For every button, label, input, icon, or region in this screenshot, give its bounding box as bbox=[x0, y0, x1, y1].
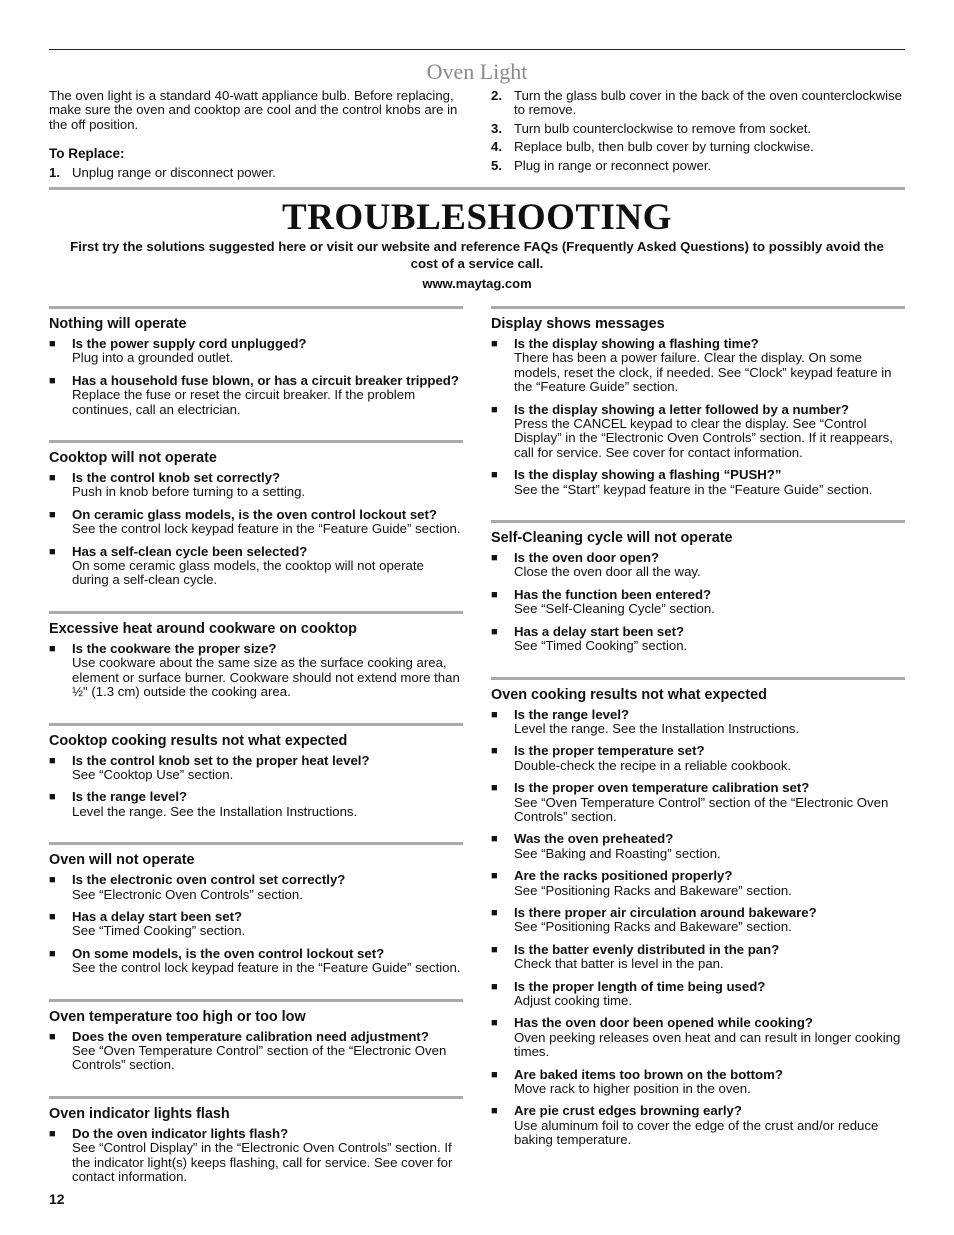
square-bullet-icon: ■ bbox=[491, 588, 498, 601]
item-answer: Use cookware about the same size as the surface cooking area, element or surface burner. Cookware should not extend more than ½" (1.3 cm) outside the cooking area. bbox=[72, 655, 460, 700]
item-question: Are the racks positioned properly? bbox=[514, 868, 733, 884]
trouble-item bbox=[49, 1127, 463, 1185]
trouble-item bbox=[491, 906, 905, 935]
item-text bbox=[72, 873, 463, 902]
section-title: Display shows messages bbox=[491, 316, 665, 332]
item-question: Is the power supply cord unplugged? bbox=[72, 336, 307, 351]
item-answer: See the “Start” keypad feature in the “Feature Guide” section. bbox=[514, 481, 873, 497]
trouble-item bbox=[491, 468, 905, 497]
item-question: On some models, is the oven control lockout set? bbox=[72, 945, 385, 961]
square-bullet-icon: ■ bbox=[491, 552, 498, 565]
item-answer: See “Electronic Oven Controls” section. bbox=[72, 886, 303, 902]
item-answer: Close the oven door all the way. bbox=[514, 564, 701, 580]
section-title: Self-Cleaning cycle will not operate bbox=[491, 530, 733, 547]
item-answer: Move rack to higher position in the oven. bbox=[514, 1081, 751, 1097]
item-answer: Level the range. See the Installation Instructions. bbox=[72, 803, 358, 819]
item-answer: See “Control Display” in the “Electronic Oven Controls” section. If the indicator light(s) keeps flashing, call for service. See cover for contact information. bbox=[72, 1140, 453, 1184]
item-text bbox=[514, 869, 905, 898]
trouble-section-oven-cooking-results-not-what-expected bbox=[491, 677, 905, 1171]
square-bullet-icon: ■ bbox=[491, 403, 498, 416]
item-answer: There has been a power failure. Clear the display. On some models, reset the clock, if needed. See “Clock” keypad feature in the “Feature Guide” section. bbox=[514, 350, 892, 395]
section-title: Oven cooking results not what expected bbox=[491, 686, 767, 703]
item-question: Has the function been entered? bbox=[514, 586, 712, 602]
square-bullet-icon: ■ bbox=[491, 625, 498, 638]
troubleshooting-left-column bbox=[49, 306, 463, 1207]
item-text bbox=[514, 781, 905, 824]
item-question: Is the batter evenly distributed in the pan? bbox=[514, 941, 780, 957]
oven-light-title: Oven Light bbox=[426, 59, 528, 84]
square-bullet-icon: ■ bbox=[49, 472, 56, 485]
square-bullet-icon: ■ bbox=[491, 943, 498, 956]
item-answer: Check that batter is level in the pan. bbox=[514, 956, 724, 972]
item-text bbox=[514, 906, 905, 935]
trouble-item bbox=[49, 790, 463, 819]
item-text bbox=[72, 910, 463, 939]
step-text: Turn bulb counterclockwise to remove from socket. bbox=[514, 120, 812, 136]
square-bullet-icon: ■ bbox=[49, 508, 56, 521]
item-question: Is the proper temperature set? bbox=[514, 743, 705, 759]
item-text bbox=[514, 943, 905, 972]
item-answer: Plug into a grounded outlet. bbox=[72, 350, 234, 366]
replace-step bbox=[491, 140, 905, 154]
item-answer: Push in knob before turning to a setting. bbox=[72, 484, 306, 500]
trouble-item bbox=[491, 337, 905, 395]
item-text bbox=[514, 337, 905, 395]
trouble-section-oven-will-not-operate bbox=[49, 842, 463, 998]
item-answer: See “Oven Temperature Control” section of the “Electronic Oven Controls” section. bbox=[514, 794, 889, 824]
item-text bbox=[72, 1127, 463, 1185]
square-bullet-icon: ■ bbox=[491, 708, 498, 721]
trouble-item bbox=[49, 471, 463, 500]
item-question: Has a delay start been set? bbox=[514, 623, 685, 639]
section-title: Cooktop cooking results not what expected bbox=[49, 732, 348, 749]
square-bullet-icon: ■ bbox=[491, 980, 498, 993]
section-title: Oven temperature too high or too low bbox=[49, 1008, 306, 1025]
item-question: On ceramic glass models, is the oven control lockout set? bbox=[72, 506, 437, 522]
item-answer: On some ceramic glass models, the cooktop will not operate during a self-clean cycle. bbox=[72, 558, 424, 588]
item-question: Has a household fuse blown, or has a circuit breaker tripped? bbox=[72, 372, 459, 388]
oven-light-left-column bbox=[49, 89, 459, 180]
trouble-item bbox=[49, 374, 463, 417]
trouble-item bbox=[491, 781, 905, 824]
square-bullet-icon: ■ bbox=[49, 1030, 56, 1043]
troubleshooting-intro: First try the solutions suggested here or visit our website and reference FAQs (Frequently Asked Questions) to possibly avoid the cost of a service call. bbox=[70, 239, 884, 271]
trouble-item bbox=[49, 754, 463, 783]
item-question: Is the oven door open? bbox=[514, 550, 660, 566]
replace-step bbox=[491, 122, 905, 136]
item-question: Is the range level? bbox=[72, 789, 188, 805]
item-text bbox=[514, 1104, 905, 1147]
trouble-item bbox=[491, 943, 905, 972]
trouble-item bbox=[49, 508, 463, 537]
trouble-item bbox=[49, 337, 463, 366]
item-question: Is there proper air circulation around bakeware? bbox=[514, 904, 817, 920]
item-answer: See the control lock keypad feature in the “Feature Guide” section. bbox=[72, 960, 461, 976]
item-question: Is the proper oven temperature calibration set? bbox=[514, 780, 810, 796]
item-text bbox=[72, 1030, 463, 1073]
item-text bbox=[514, 403, 905, 461]
square-bullet-icon: ■ bbox=[49, 545, 56, 558]
item-answer: Double-check the recipe in a reliable cookbook. bbox=[514, 757, 792, 773]
item-answer: See the control lock keypad feature in the “Feature Guide” section. bbox=[72, 521, 461, 537]
item-question: Does the oven temperature calibration need adjustment? bbox=[72, 1028, 429, 1044]
trouble-section-self-cleaning-cycle-will-not-operate bbox=[491, 520, 905, 676]
item-text bbox=[72, 790, 463, 819]
section-title: Nothing will operate bbox=[49, 316, 187, 332]
item-text bbox=[72, 947, 463, 976]
trouble-item bbox=[49, 947, 463, 976]
item-text bbox=[72, 754, 463, 783]
square-bullet-icon: ■ bbox=[491, 906, 498, 919]
website-link[interactable]: www.maytag.com bbox=[422, 276, 532, 291]
trouble-section-nothing-will-operate bbox=[49, 306, 463, 440]
item-answer: Adjust cooking time. bbox=[514, 993, 633, 1008]
trouble-item bbox=[491, 980, 905, 1009]
troubleshooting-right-column bbox=[491, 306, 905, 1171]
trouble-section-oven-temperature-too-high-or-too-low bbox=[49, 999, 463, 1096]
item-question: Is the display showing a letter followed by a number? bbox=[514, 401, 849, 417]
item-text bbox=[514, 551, 905, 580]
item-question: Are pie crust edges browning early? bbox=[514, 1103, 742, 1119]
trouble-item bbox=[491, 551, 905, 580]
item-text bbox=[514, 1016, 905, 1059]
item-question: Has a self-clean cycle been selected? bbox=[72, 543, 308, 559]
item-question: Are baked items too brown on the bottom? bbox=[514, 1066, 783, 1082]
item-text bbox=[514, 744, 905, 773]
item-answer: Use aluminum foil to cover the edge of the crust and/or reduce baking temperature. bbox=[514, 1117, 879, 1148]
step-text: Turn the glass bulb cover in the back of the oven counterclockwise to remove. bbox=[514, 88, 903, 118]
square-bullet-icon: ■ bbox=[491, 338, 498, 350]
troubleshooting-title: TROUBLESHOOTING bbox=[282, 197, 672, 238]
trouble-item bbox=[491, 869, 905, 898]
replace-step bbox=[49, 166, 459, 180]
item-question: Is the control knob set to the proper heat level? bbox=[72, 752, 370, 768]
replace-step bbox=[491, 89, 905, 118]
top-divider bbox=[49, 49, 905, 50]
trouble-section-cooktop-cooking-results-not-what-expected bbox=[49, 723, 463, 843]
square-bullet-icon: ■ bbox=[49, 874, 56, 887]
square-bullet-icon: ■ bbox=[49, 374, 56, 387]
item-question: Is the electronic oven control set correctly? bbox=[72, 872, 346, 888]
item-answer: Oven peeking releases oven heat and can result in longer cooking times. bbox=[514, 1029, 901, 1060]
item-answer: See “Positioning Racks and Bakeware” section. bbox=[514, 919, 792, 935]
item-text bbox=[72, 337, 463, 366]
item-answer: See “Oven Temperature Control” section of the “Electronic Oven Controls” section. bbox=[72, 1042, 447, 1073]
step-text: Replace bulb, then bulb cover by turning clockwise. bbox=[514, 139, 814, 155]
trouble-section-cooktop-will-not-operate bbox=[49, 440, 463, 611]
square-bullet-icon: ■ bbox=[491, 833, 498, 846]
item-question: Do the oven indicator lights flash? bbox=[72, 1125, 289, 1141]
item-text bbox=[514, 708, 905, 737]
trouble-item bbox=[491, 744, 905, 773]
square-bullet-icon: ■ bbox=[491, 782, 498, 795]
square-bullet-icon: ■ bbox=[491, 1068, 498, 1081]
step-number: 5. bbox=[491, 157, 502, 173]
trouble-item bbox=[49, 545, 463, 588]
trouble-item bbox=[491, 588, 905, 617]
square-bullet-icon: ■ bbox=[491, 469, 498, 482]
trouble-item bbox=[491, 403, 905, 461]
trouble-item bbox=[491, 625, 905, 654]
item-text bbox=[72, 642, 463, 700]
page-number: 12 bbox=[49, 1191, 65, 1207]
trouble-item bbox=[49, 1030, 463, 1073]
square-bullet-icon: ■ bbox=[49, 791, 56, 804]
step-text: Plug in range or reconnect power. bbox=[514, 157, 712, 173]
square-bullet-icon: ■ bbox=[491, 1017, 498, 1030]
step-number: 1. bbox=[49, 164, 60, 180]
trouble-section-oven-indicator-lights-flash bbox=[49, 1096, 463, 1208]
trouble-item bbox=[491, 832, 905, 861]
section-title: Oven indicator lights flash bbox=[49, 1105, 230, 1122]
trouble-item bbox=[491, 1068, 905, 1097]
step-text: Unplug range or disconnect power. bbox=[72, 164, 276, 180]
section-title: Oven will not operate bbox=[49, 852, 195, 869]
square-bullet-icon: ■ bbox=[491, 745, 498, 758]
item-question: Was the oven preheated? bbox=[514, 831, 674, 847]
item-text bbox=[514, 980, 905, 1009]
item-text bbox=[514, 1068, 905, 1097]
section-divider bbox=[49, 187, 905, 190]
item-text bbox=[72, 374, 463, 417]
section-title: Excessive heat around cookware on cooktop bbox=[49, 620, 357, 637]
oven-light-right-column bbox=[491, 89, 905, 173]
item-text bbox=[72, 545, 463, 588]
item-question: Has a delay start been set? bbox=[72, 908, 243, 924]
item-text bbox=[514, 468, 905, 497]
trouble-item bbox=[49, 642, 463, 700]
trouble-section-excessive-heat-around-cookware-on-cooktop bbox=[49, 611, 463, 723]
square-bullet-icon: ■ bbox=[491, 870, 498, 883]
item-text bbox=[514, 625, 905, 654]
item-question: Is the display showing a flashing “PUSH?” bbox=[514, 467, 782, 483]
step-number: 3. bbox=[491, 120, 502, 136]
square-bullet-icon: ■ bbox=[49, 910, 56, 923]
item-answer: See “Self-Cleaning Cycle” section. bbox=[514, 601, 715, 617]
replace-step bbox=[491, 159, 905, 173]
item-answer: Replace the fuse or reset the circuit breaker. If the problem continues, call an electrician. bbox=[72, 387, 416, 417]
item-answer: Level the range. See the Installation Instructions. bbox=[514, 720, 800, 736]
item-text bbox=[514, 588, 905, 617]
trouble-item bbox=[491, 708, 905, 737]
to-replace-heading: To Replace: bbox=[49, 146, 125, 162]
item-answer: See “Baking and Roasting” section. bbox=[514, 845, 721, 861]
step-number: 4. bbox=[491, 139, 502, 155]
item-answer: See “Timed Cooking” section. bbox=[72, 923, 246, 939]
square-bullet-icon: ■ bbox=[49, 1127, 56, 1140]
item-text bbox=[72, 471, 463, 500]
trouble-item bbox=[49, 873, 463, 902]
square-bullet-icon: ■ bbox=[49, 642, 56, 655]
item-answer: See “Cooktop Use” section. bbox=[72, 766, 234, 782]
oven-light-intro: The oven light is a standard 40-watt appliance bulb. Before replacing, make sure the oven and cooktop are cool and the control knobs are in the off position. bbox=[49, 88, 458, 132]
trouble-section-display-shows-messages bbox=[491, 306, 905, 520]
item-text bbox=[72, 508, 463, 537]
item-text bbox=[514, 832, 905, 861]
step-number: 2. bbox=[491, 88, 502, 103]
item-question: Is the control knob set correctly? bbox=[72, 470, 281, 486]
trouble-item bbox=[49, 910, 463, 939]
item-question: Is the cookware the proper size? bbox=[72, 640, 277, 656]
square-bullet-icon: ■ bbox=[49, 947, 56, 960]
section-title: Cooktop will not operate bbox=[49, 450, 217, 467]
square-bullet-icon: ■ bbox=[491, 1105, 498, 1118]
item-question: Is the range level? bbox=[514, 706, 630, 722]
item-answer: See “Timed Cooking” section. bbox=[514, 638, 688, 654]
item-question: Has the oven door been opened while cooking? bbox=[514, 1015, 813, 1031]
item-answer: See “Positioning Racks and Bakeware” section. bbox=[514, 882, 792, 898]
square-bullet-icon: ■ bbox=[49, 754, 56, 767]
item-question: Is the proper length of time being used? bbox=[514, 978, 766, 994]
trouble-item bbox=[491, 1104, 905, 1147]
item-answer: Press the CANCEL keypad to clear the display. See “Control Display” in the “Electronic Oven Controls” section. If it reappears, call for service. See cover for contact information. bbox=[514, 416, 893, 460]
item-question: Is the display showing a flashing time? bbox=[514, 336, 759, 351]
square-bullet-icon: ■ bbox=[49, 338, 56, 350]
trouble-item bbox=[491, 1016, 905, 1059]
